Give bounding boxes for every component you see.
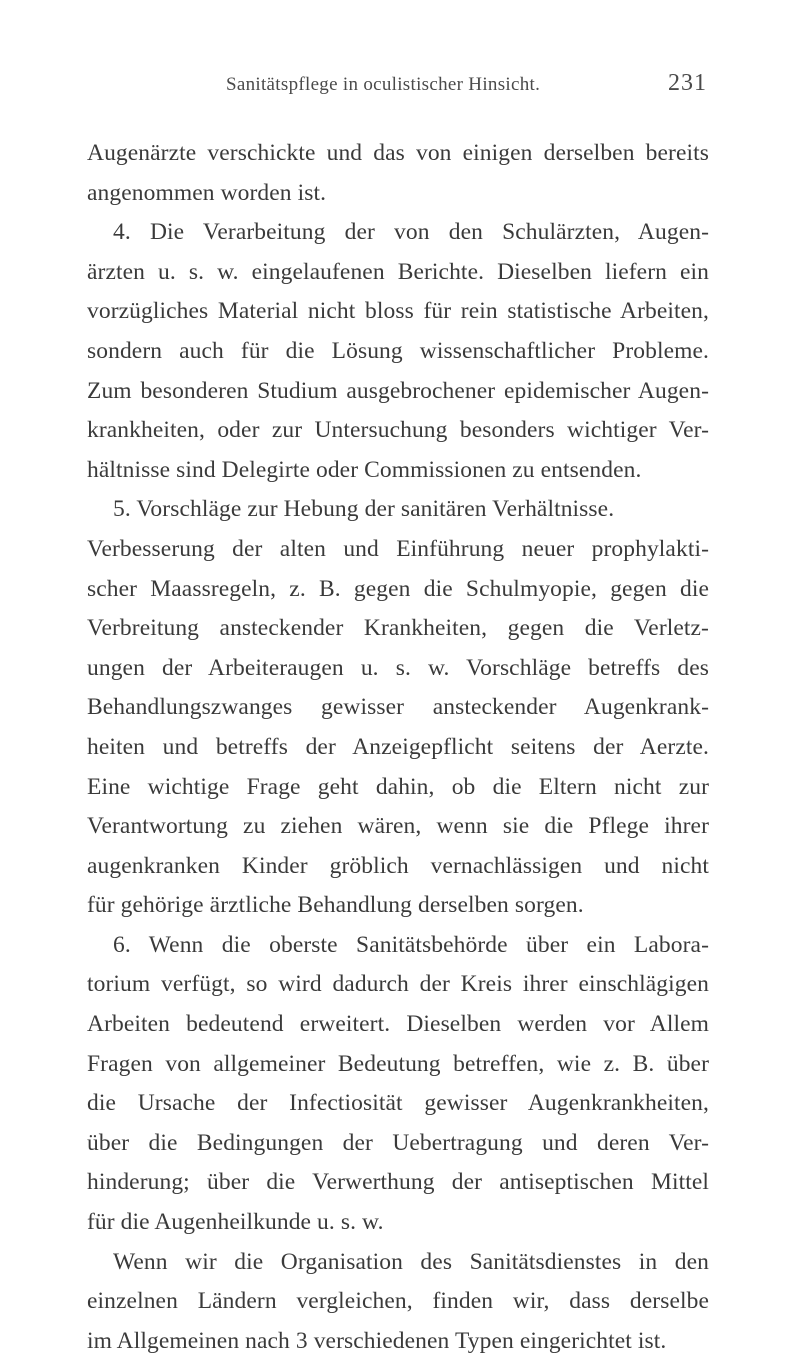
- text-line: die Ursache der Infectiosität gewisser Augenkrankheiten,: [87, 1090, 709, 1117]
- text-line: krankheiten, oder zur Untersuchung besonders wichtiger Ver-: [87, 417, 709, 444]
- text-line: für die Augenheilkunde u. s. w.: [87, 1209, 384, 1236]
- text-line: Wenn wir die Organisation des Sanitätsdienstes in den: [113, 1248, 709, 1275]
- text-line: heiten und betreffs der Anzeigepflicht seitens der Aerzte.: [87, 733, 709, 760]
- text-line: Verbesserung der alten und Einführung neuer prophylakti-: [87, 535, 709, 562]
- text-line: 6. Wenn die oberste Sanitätsbehörde über ein Labora-: [113, 931, 709, 958]
- page-number: 231: [668, 70, 707, 96]
- text-line: im Allgemeinen nach 3 verschiedenen Typen eingerichtet ist.: [87, 1327, 667, 1354]
- text-line: für gehörige ärztliche Behandlung derselben sorgen.: [87, 892, 584, 919]
- text-line: Fragen von allgemeiner Bedeutung betreffen, wie z. B. über: [87, 1050, 709, 1077]
- text-line: einzelnen Ländern vergleichen, finden wir, dass derselbe: [87, 1288, 709, 1315]
- text-line: Eine wichtige Frage geht dahin, ob die Eltern nicht zur: [87, 773, 709, 800]
- running-head: [226, 70, 716, 102]
- text-line: angenommen worden ist.: [87, 179, 327, 206]
- text-line: Arbeiten bedeutend erweitert. Dieselben werden vor Allem: [87, 1011, 709, 1038]
- text-line: Behandlungszwanges gewisser ansteckender Augenkrank-: [87, 694, 709, 721]
- text-line: Zum besonderen Studium ausgebrochener epidemischer Augen-: [87, 377, 709, 404]
- text-line: Verbreitung ansteckender Krankheiten, gegen die Verletz-: [87, 615, 709, 642]
- text-line: vorzügliches Material nicht bloss für rein statistische Arbeiten,: [87, 298, 709, 325]
- text-line: hinderung; über die Verwerthung der antiseptischen Mittel: [87, 1169, 709, 1196]
- text-line: ärzten u. s. w. eingelaufenen Berichte. Dieselben liefern ein: [87, 258, 709, 285]
- text-line: scher Maassregeln, z. B. gegen die Schulmyopie, gegen die: [87, 575, 709, 602]
- text-line: über die Bedingungen der Uebertragung und deren Ver-: [87, 1129, 709, 1156]
- body-text: [87, 134, 709, 1361]
- text-line: ungen der Arbeiteraugen u. s. w. Vorschläge betreffs des: [87, 654, 709, 681]
- running-head-title: Sanitätspflege in oculistischer Hinsicht.: [226, 74, 541, 95]
- text-line: 5. Vorschläge zur Hebung der sanitären Verhältnisse.: [113, 496, 615, 523]
- text-line: Verantwortung zu ziehen wären, wenn sie die Pflege ihrer: [87, 813, 709, 840]
- text-line: Augenärzte verschickte und das von einigen derselben bereits: [87, 140, 709, 166]
- text-line: hältnisse sind Delegirte oder Commissionen zu entsenden.: [87, 456, 642, 483]
- text-line: sondern auch für die Lösung wissenschaftlicher Probleme.: [87, 337, 709, 364]
- text-line: 4. Die Verarbeitung der von den Schulärzten, Augen-: [113, 219, 709, 246]
- text-line: augenkranken Kinder gröblich vernachlässigen und nicht: [87, 852, 709, 879]
- text-line: torium verfügt, so wird dadurch der Kreis ihrer einschlägigen: [87, 971, 709, 998]
